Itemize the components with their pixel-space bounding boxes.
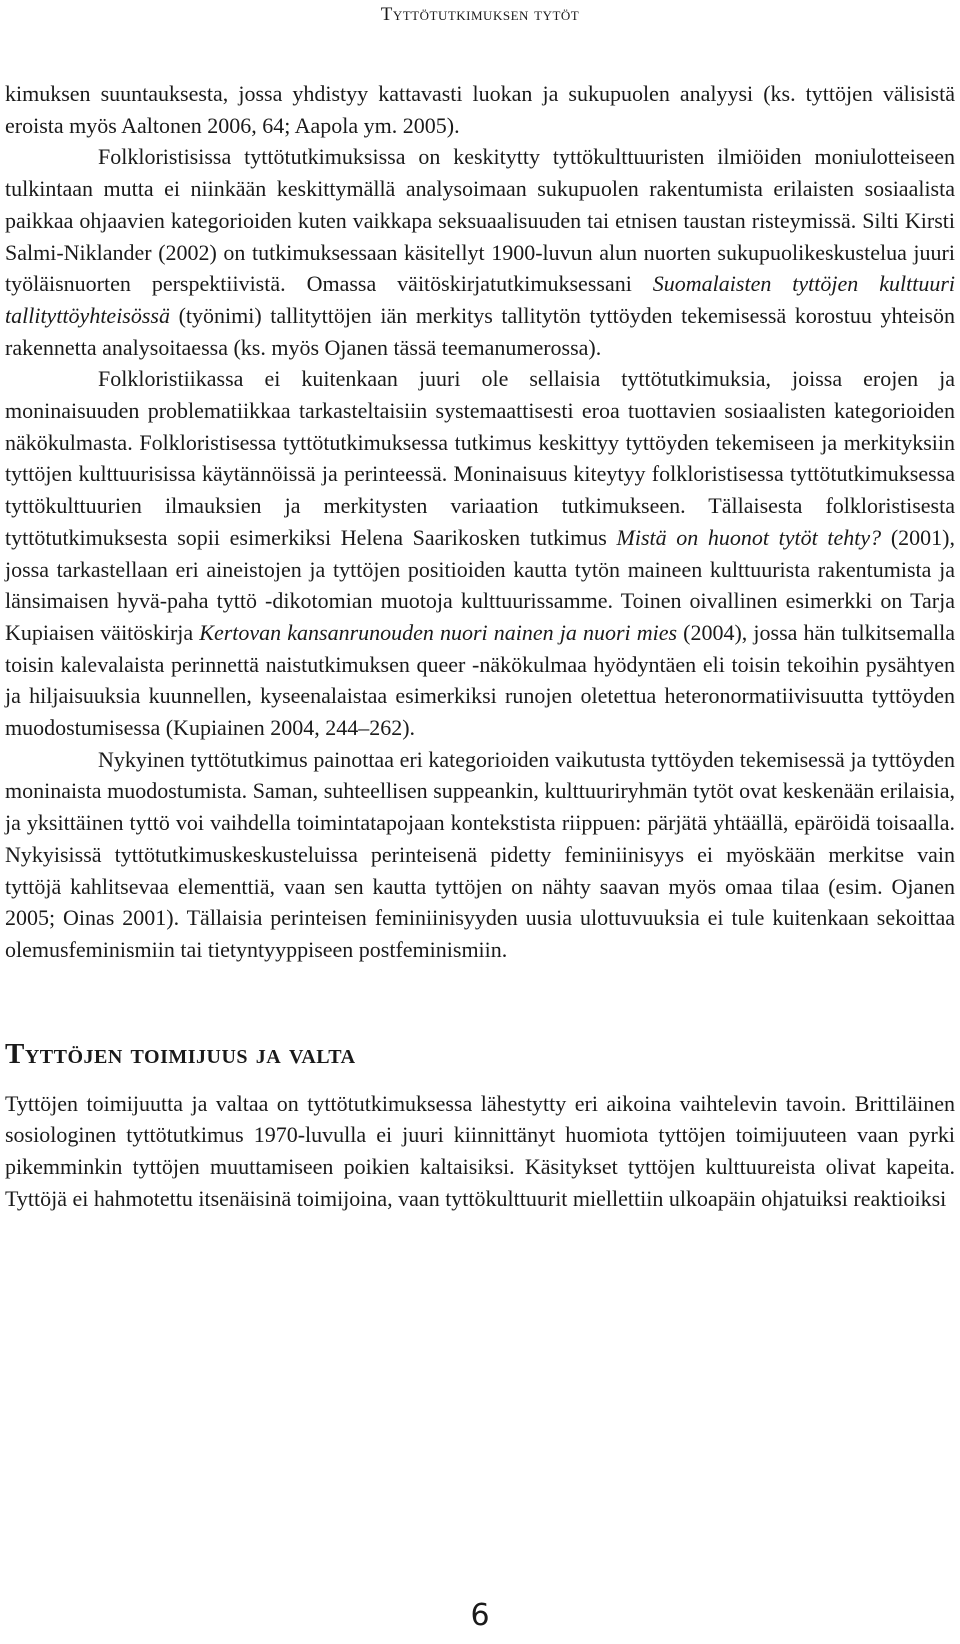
section-heading: Tyttöjen toimijuus ja valta xyxy=(5,1037,356,1070)
work-title: Kertovan kansanrunouden nuori nainen ja nuori mies xyxy=(199,619,678,645)
document-body xyxy=(5,78,955,1215)
work-title: Suomalaisten tyttöjen kulttuuri tallityttöyhteisössä xyxy=(5,271,955,328)
paragraph-text: (2001), jossa tarkastellaan eri aineistojen ja tyttöjen positioiden kautta tytön maineen kulttuurista rakentumista ja länsimaisen hyvä-paha tyttö -dikotomian muotoja kulttuurissamme. Toinen oivallinen esimerkki on Tarja Kupiaisen väitöskirja xyxy=(5,524,955,645)
paragraph-agency: Tyttöjen toimijuutta ja valtaa on tyttötutkimuksessa lähestytty eri aikoina vaihtelevin tavoin. Brittiläinen sosiologinen tyttötutkimus 1970-luvulla ei juuri kiinnittänyt huomiota tyttöjen toimijuuteen vaan pyrki pikemminkin tyttöjen muuttamiseen poikien kaltaisiksi. Käsitykset tyttöjen kulttuureista olivat kapeita. Tyttöjä ei hahmotettu itsenäisinä toimijoina, vaan tyttökulttuurit miellettiin ulkoapäin ohjatuiksi reaktioiksi xyxy=(5,1090,955,1211)
paragraph-folkloristics xyxy=(5,363,955,743)
paragraph-current-research: Nykyinen tyttötutkimus painottaa eri kategorioiden vaikutusta tyttöyden tekemisessä ja tyttöyden moninaista muodostumista. Saman, suhteellisen suppeankin, kulttuuriryhmän tytöt ovat keskenään erilaisia, ja yksittäinen tyttö voi vaihdella toimintatapojaan kontekstista riippuen: pärjätä yhtäällä, epäröidä toisaalla. Nykyisissä tyttötutkimuskeskusteluissa perinteisenä pidetty feminiinisyys ei myöskään merkitse vain tyttöjä kahlitsevaa elementtiä, vaan sen kautta tyttöjen on nähty saavan myös omaa tilaa (esim. Ojanen 2005; Oinas 2001). Tällaisia perinteisen feminiinisyyden uusia ulottuvuuksia ei tule kuitenkaan sekoittaa olemusfeminismiin tai tietyntyyppiseen postfeminismiin. xyxy=(5,746,955,962)
paragraph-folkloristic-studies xyxy=(5,141,955,363)
paragraph-text: (työnimi) tallityttöjen iän merkitys tallitytön tyttöyden tekemisessä korostuu yhteisön rakennetta analysoitaessa (ks. myös Ojanen tässä teemanumerossa). xyxy=(5,302,955,360)
paragraph-text: Folkloristisissa tyttötutkimuksissa on keskitytty tyttökulttuuristen ilmiöiden moniulotteiseen tulkintaan mutta ei niinkään keskittymällä analysoimaan sukupuolen rakentumista erilaisten sosiaalista paikkaa ohjaavien kategorioiden kuten vaikkapa seksuaalisuuden tai etnisen taustan risteymissä. Silti Kirsti Salmi-Niklander (2002) on tutkimuksessaan käsitellyt 1900-luvun alun nuorten sukupuolikeskustelua juuri työläisnuorten perspektiivistä. Omassa väitöskirjatutkimuksessani xyxy=(5,144,955,297)
page-number: 6 xyxy=(470,1598,490,1633)
paragraph-text: Folkloristiikassa ei kuitenkaan juuri ole sellaisia tyttötutkimuksia, joissa erojen ja moninaisuuden problematiikkaa tarkasteltaisiin systemaattisesti eroa tuottavien sosiaalisten kategorioiden näkökulmasta. Folkloristisessa tyttötutkimuksessa tutkimus keskittyy tyttöyden tekemiseen ja merkityksiin tyttöjen kulttuurisissa käytännöissä ja perinteessä. Moninaisuus kiteytyy folkloristisessa tyttötutkimuksessa tyttökulttuurien ilmauksien ja merkitysten variaation tutkimukseen. Tällaisesta folkloristisesta tyttötutkimuksesta sopii esimerkiksi Helena Saarikosken tutkimus xyxy=(5,366,955,550)
paragraph-continued: kimuksen suuntauksesta, jossa yhdistyy kattavasti luokan ja sukupuolen analyysi (ks. tyttöjen välisistä eroista myös Aaltonen 2006, 64; Aapola ym. 2005). xyxy=(5,81,955,138)
work-title: Mistä on huonot tytöt tehty? xyxy=(616,524,882,550)
running-header: Tyttötutkimuksen tytöt xyxy=(380,4,580,25)
paragraph-text: (2004), jossa hän tulkitsemalla toisin kalevalaista perinnettä naistutkimuksen queer -näkökulmaa hyödyntäen eli toisin tekoihin pysähtyen ja hiljaisuuksia kuunnellen, kyseenalaistaa esimerkiksi runojen oletettua heteronormatiivisuutta tyttöyden muodostumisessa (Kupiainen 2004, 244–262). xyxy=(5,619,955,741)
